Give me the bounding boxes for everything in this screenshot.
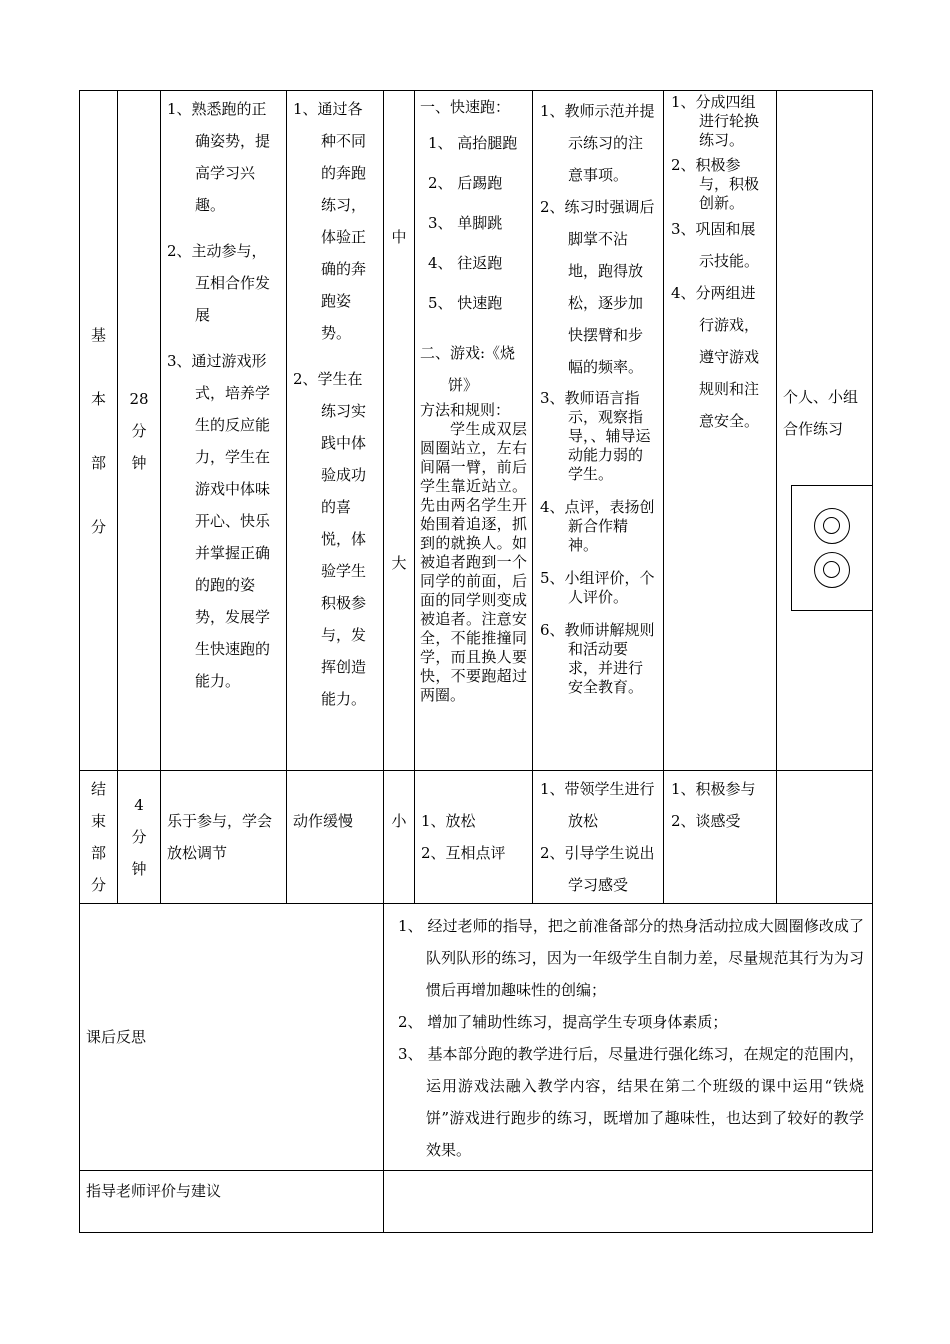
goal-item: 2、主动参与，互相合作发展 (167, 242, 271, 324)
ending-goal-text: 乐于参与，学会放松调节 (167, 812, 273, 862)
ending-time-cell (118, 771, 161, 904)
content-rules-title: 方法和规则： (420, 401, 511, 419)
section-char: 结 (90, 780, 106, 798)
ending-teacher-cell (533, 771, 664, 904)
teacher-item: 3、教师语言指示，观察指导，、辅导运动能力弱的学生。 (540, 389, 651, 483)
student-item: 4、分两组进行游戏，遵守游戏规则和注意安全。 (671, 284, 760, 430)
content-part2-title: 二、游戏:《烧饼》 (420, 344, 516, 394)
circle-icon (814, 508, 850, 544)
basic-student-cell (664, 91, 777, 771)
ending-section-label (80, 771, 118, 904)
ending-goal-cell (161, 771, 287, 904)
evaluation-row (80, 1171, 873, 1233)
content-item: 2、互相点评 (421, 844, 506, 862)
outcome-item: 1、通过各种不同的奔跑练习，体验正确的奔跑姿势。 (293, 100, 367, 342)
time-unit: 钟 (131, 453, 147, 472)
basic-content-cell (415, 91, 533, 771)
evaluation-content-cell[interactable] (384, 1171, 873, 1233)
basic-teacher-cell (533, 91, 664, 771)
student-item: 1、积极参与 (671, 780, 756, 798)
ending-content-cell (415, 771, 533, 904)
load-high-label: 大 (391, 554, 407, 572)
content-part1-title: 一、快速跑： (420, 98, 511, 116)
content-item: 5、 快速跑 (428, 294, 503, 312)
time-value: 28 (129, 389, 149, 408)
reflection-label-cell (80, 904, 384, 1171)
ending-student-cell (664, 771, 777, 904)
goal-item: 1、熟悉跑的正确姿势，提高学习兴趣。 (167, 100, 271, 214)
content-item: 1、 高抬腿跑 (428, 134, 518, 152)
content-item: 3、 单脚跳 (428, 214, 503, 232)
load-mid-label: 中 (391, 228, 407, 246)
evaluation-label-cell (80, 1171, 384, 1233)
content-rules-text: 学生成双层圆圈站立，左右间隔一臂，前后学生靠近站立。先由两名学生开始围着追逐，抓到的就换人。如被追者跑到一个同学的前面，后面的同学则变成被追者。注意安全，不能推撞同学，而且换人要快，不要跑超过两圈。 (420, 420, 527, 704)
reflection-row (80, 904, 873, 1171)
basic-goals-cell (161, 91, 287, 771)
lesson-plan-table (79, 90, 873, 1233)
section-char: 本 (90, 389, 106, 408)
time-unit: 钟 (131, 860, 147, 878)
teacher-item: 5、小组评价，个人评价。 (540, 569, 655, 606)
ending-section-row (80, 771, 873, 904)
student-item: 3、巩固和展示技能。 (671, 220, 760, 270)
circle-icon (814, 552, 850, 588)
evaluation-label: 指导老师评价与建议 (86, 1182, 222, 1200)
content-item: 1、放松 (421, 812, 476, 830)
teacher-item: 2、练习时强调后脚掌不沾地，跑得放松，逐步加快摆臂和步幅的频率。 (540, 198, 655, 376)
section-char: 部 (90, 453, 106, 472)
reflection-content-cell (384, 904, 873, 1171)
load-low-label: 小 (391, 812, 407, 830)
student-item: 2、积极参与，积极创新。 (671, 156, 760, 212)
basic-outcomes-cell (287, 91, 384, 771)
section-char: 部 (90, 844, 106, 862)
ending-outcome-text: 动作缓慢 (293, 812, 354, 830)
basic-section-row (80, 91, 873, 771)
teacher-item: 1、带领学生进行放松 (540, 780, 655, 830)
ending-load-cell (384, 771, 415, 904)
time-value: 4 (134, 796, 144, 814)
student-item: 2、谈感受 (671, 812, 741, 830)
student-item: 1、分成四组进行轮换练习。 (671, 93, 760, 149)
reflection-label: 课后反思 (86, 1028, 147, 1046)
ending-organization-cell (777, 771, 873, 904)
time-unit: 分 (131, 421, 147, 440)
goal-item: 3、通过游戏形式，培养学生的反应能力，学生在游戏中体味开心、快乐并掌握正确的跑的姿势，发展学生快速跑的能力。 (167, 352, 271, 690)
section-char: 分 (90, 876, 106, 894)
basic-time-cell (118, 91, 161, 771)
section-char: 基 (90, 325, 106, 344)
content-item: 2、 后踢跑 (428, 174, 503, 192)
organization-text: 个人、小组合作练习 (783, 388, 859, 438)
reflection-item: 2、 增加了辅助性练习，提高学生专项身体素质； (398, 1013, 728, 1031)
reflection-item: 1、 经过老师的指导，把之前准备部分的热身活动拉成大圆圈修改成了队列队形的练习，因为一年级学生自制力差，尽量规范其行为为习惯后再增加趣味性的创编； (398, 917, 864, 999)
teacher-item: 6、教师讲解规则和活动要求，并进行安全教育。 (540, 621, 655, 696)
teacher-item: 4、点评，表扬创新合作精神。 (540, 498, 655, 554)
teacher-item: 1、教师示范并提示练习的注意事项。 (540, 102, 655, 184)
time-unit: 分 (131, 828, 147, 846)
basic-load-cell (384, 91, 415, 771)
basic-organization-cell (777, 91, 873, 771)
outcome-item: 2、学生在练习实践中体验成功的喜悦，体验学生积极参与，发挥创造能力。 (293, 370, 367, 708)
section-char: 分 (90, 517, 106, 536)
content-item: 4、 往返跑 (428, 254, 503, 272)
evaluation-content (384, 1171, 872, 1175)
section-char: 束 (90, 812, 106, 830)
formation-diagram-icon (791, 485, 873, 611)
teacher-item: 2、引导学生说出学习感受 (540, 844, 655, 894)
reflection-item: 3、 基本部分跑的教学进行后，尽量进行强化练习，在规定的范围内，运用游戏法融入教学内容，结果在第二个班级的课中运用“铁烧饼”游戏进行跑步的练习，既增加了趣味性，也达到了较好的教学效果。 (398, 1045, 864, 1159)
basic-section-label (80, 91, 118, 771)
ending-outcome-cell (287, 771, 384, 904)
